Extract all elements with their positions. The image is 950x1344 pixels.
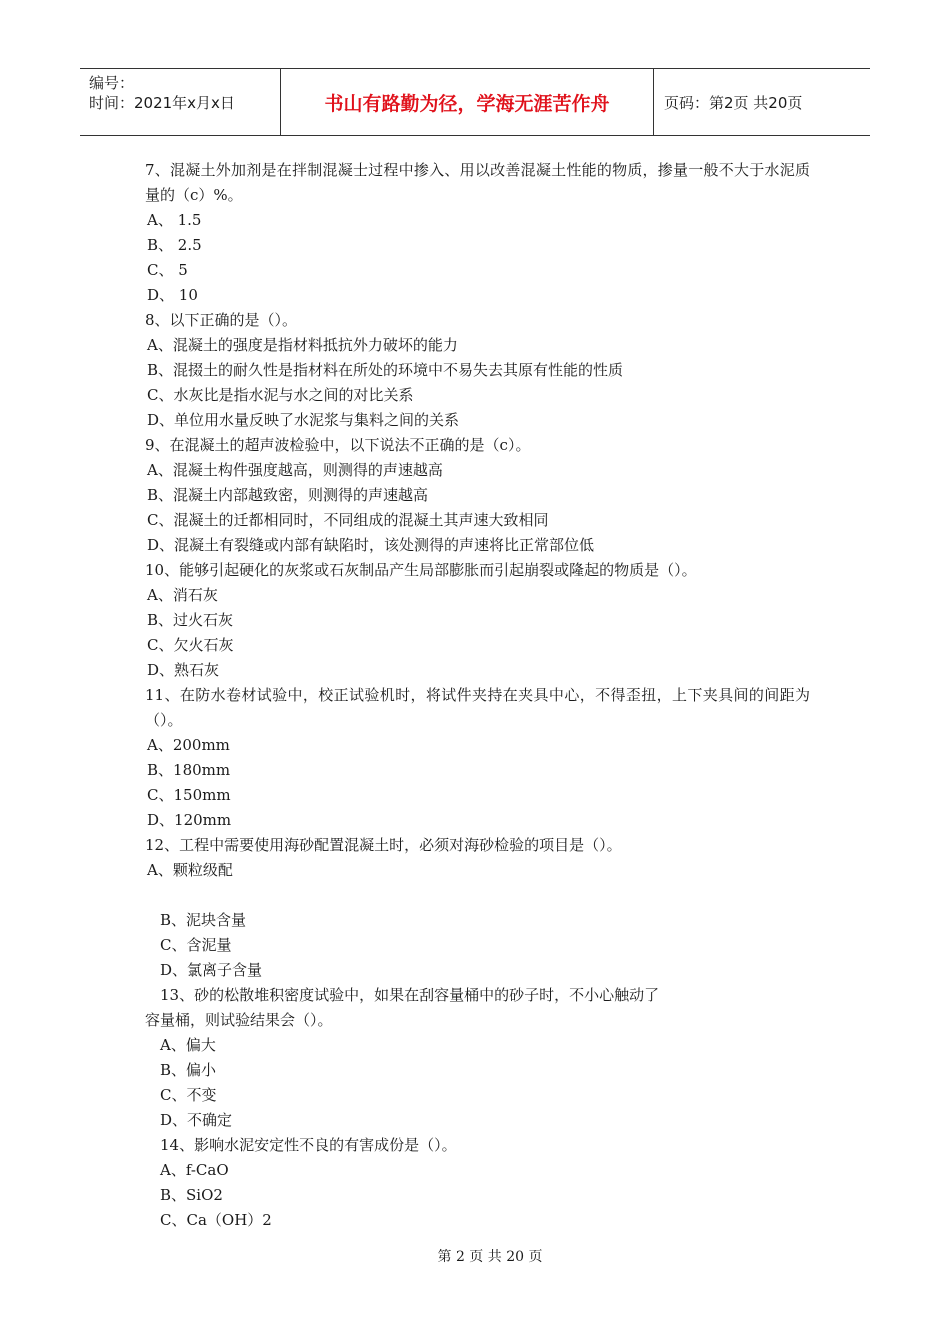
header-page-number: 页码：第2页 共20页 xyxy=(664,93,803,112)
option-7b: B、 2.5 xyxy=(147,236,202,254)
option-8a: A、混凝土的强度是指材料抵抗外力破坏的能力 xyxy=(147,336,458,354)
option-9a: A、混凝土构件强度越高，则测得的声速越高 xyxy=(147,461,443,479)
option-14a: A、f-CaO xyxy=(160,1161,229,1179)
blank-line xyxy=(145,883,810,908)
question-14: 14、影响水泥安定性不良的有害成份是（）。 xyxy=(160,1136,457,1154)
option-10d: D、熟石灰 xyxy=(147,661,220,679)
question-10: 10、能够引起硬化的灰浆或石灰制品产生局部膨胀而引起崩裂或隆起的物质是（）。 xyxy=(145,561,697,579)
header-motto: 书山有路勤为径，学海无涯苦作舟 xyxy=(281,69,654,135)
option-9c: C、混凝土的迁都相同时，不同组成的混凝土其声速大致相同 xyxy=(147,511,549,529)
question-13-line1: 13、砂的松散堆积密度试验中，如果在刮容量桶中的砂子时，不小心触动了 xyxy=(160,986,660,1004)
option-11b: B、180mm xyxy=(147,761,231,779)
option-7c: C、 5 xyxy=(147,261,188,279)
option-13b: B、偏小 xyxy=(160,1061,217,1079)
doc-id-label: 编号： xyxy=(89,74,135,92)
header-meta xyxy=(80,69,281,135)
option-12c: C、含泥量 xyxy=(160,936,232,954)
question-7: 7、混凝土外加剂是在拌制混凝士过程中掺入、用以改善混凝土性能的物质，掺量一般不大于水泥质量的（c）%。 xyxy=(145,161,810,204)
option-11d: D、120mm xyxy=(147,811,232,829)
question-9: 9、在混凝土的超声波检验中，以下说法不正确的是（c）。 xyxy=(145,436,531,454)
option-10a: A、消石灰 xyxy=(147,586,218,604)
option-9b: B、混凝土内部越致密，则测得的声速越高 xyxy=(147,486,429,504)
option-8c: C、水灰比是指水泥与水之间的对比关系 xyxy=(147,386,414,404)
question-list xyxy=(145,158,810,1233)
question-8: 8、以下正确的是（）。 xyxy=(145,311,298,329)
option-8d: D、单位用水量反映了水泥浆与集料之间的关系 xyxy=(147,411,460,429)
option-9d: D、混凝土有裂缝或内部有缺陷时，该处测得的声速将比正常部位低 xyxy=(147,536,595,554)
option-12a: A、颗粒级配 xyxy=(147,861,233,879)
option-11c: C、150mm xyxy=(147,786,231,804)
option-8b: B、混掇土的耐久性是指材料在所处的环境中不易失去其原有性能的性质 xyxy=(147,361,624,379)
option-7a: A、 1.5 xyxy=(147,211,202,229)
option-10b: B、过火石灰 xyxy=(147,611,234,629)
option-13a: A、偏大 xyxy=(160,1036,216,1054)
option-14b: B、SiO2 xyxy=(160,1186,223,1204)
question-12: 12、工程中需要使用海砂配置混凝土时，必须对海砂检验的项目是（）。 xyxy=(145,836,622,854)
page-footer: 第 2 页 共 20 页 xyxy=(437,1249,543,1265)
option-11a: A、200mm xyxy=(147,736,230,754)
option-13c: C、不变 xyxy=(160,1086,217,1104)
option-7d: D、 10 xyxy=(147,286,198,304)
option-12d: D、氯离子含量 xyxy=(160,961,263,979)
doc-date-label: 时间：2021年x月x日 xyxy=(89,94,235,112)
page-header xyxy=(80,68,870,136)
question-11: 11、在防水卷材试验中，校正试验机时，将试件夹持在夹具中心，不得歪扭，上下夹具间的间距为（）。 xyxy=(145,686,810,729)
option-14c: C、Ca（OH）2 xyxy=(160,1211,272,1229)
option-13d: D、不确定 xyxy=(160,1111,233,1129)
question-13-line2: 容量桶，则试验结果会（）。 xyxy=(145,1011,333,1029)
option-12b: B、泥块含量 xyxy=(160,911,247,929)
option-10c: C、欠火石灰 xyxy=(147,636,234,654)
